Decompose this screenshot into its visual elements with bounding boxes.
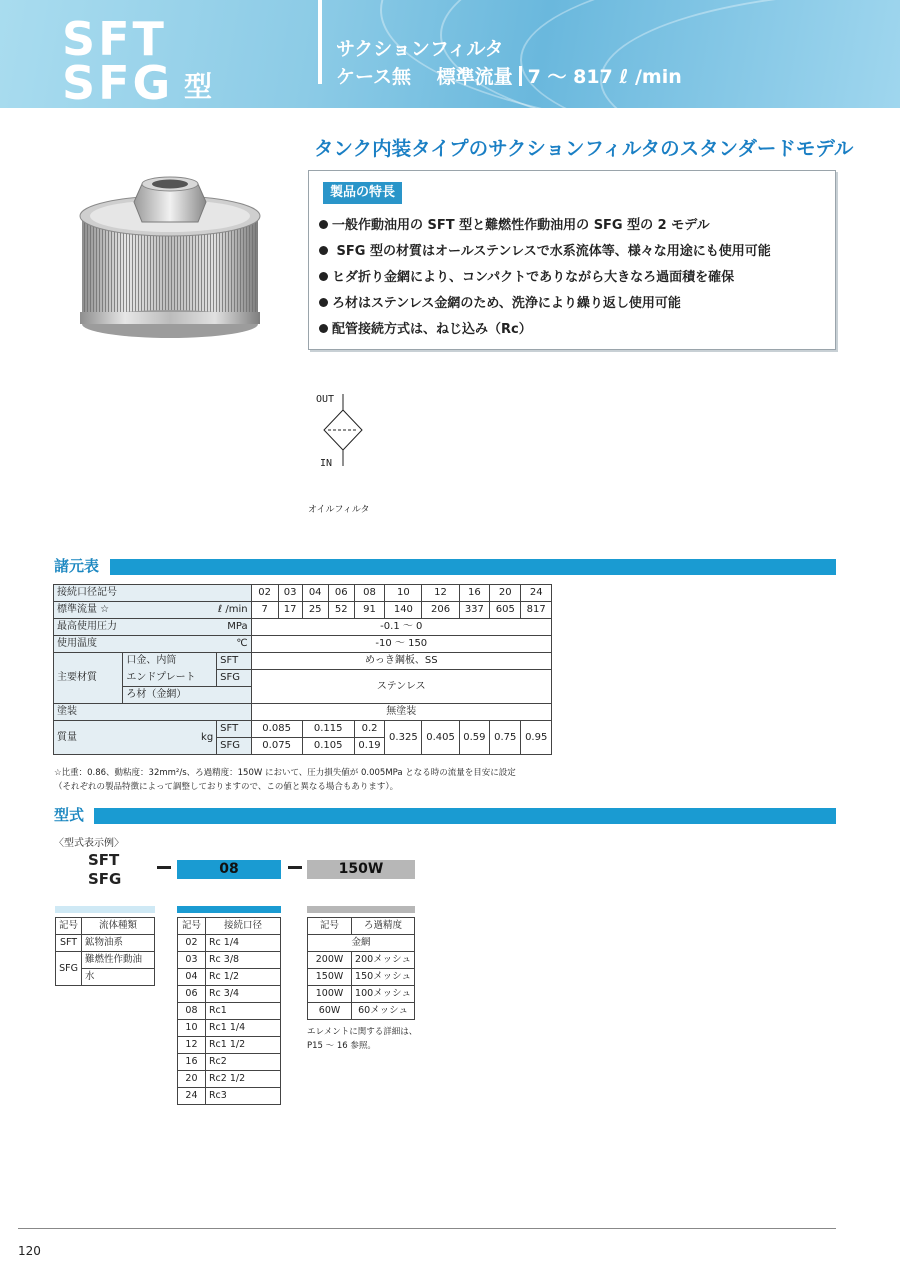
product-photo [72, 172, 272, 342]
model-name-sfg: SFG [62, 56, 174, 108]
table-row [178, 1071, 281, 1088]
mass-cell: 0.75 [490, 721, 521, 755]
port-code-cell: 20 [490, 585, 521, 602]
port-code: 12 [178, 1037, 206, 1054]
bullet-icon [319, 324, 328, 333]
table-row [308, 918, 415, 935]
feature-item [319, 319, 771, 345]
table-row [178, 1088, 281, 1105]
port-code-cell: 06 [328, 585, 354, 602]
spec-unit: kg [123, 721, 217, 755]
code-series-sfg: SFG [88, 870, 122, 888]
fluid-name: 鉱物油系 [82, 935, 155, 952]
mass-series: SFG [217, 738, 251, 755]
flow-cell: 140 [385, 602, 422, 619]
fluid-code: SFT [56, 935, 82, 952]
port-size: Rc 3/4 [205, 986, 280, 1003]
mesh-table [307, 917, 415, 1020]
table-row [178, 1037, 281, 1054]
port-code: 06 [178, 986, 206, 1003]
code-dash [157, 866, 171, 869]
port-code: 02 [178, 935, 206, 952]
port-code-cell: 08 [354, 585, 385, 602]
element-note-1: エレメントに関する詳細は、 [307, 1027, 418, 1037]
table-row [56, 952, 155, 969]
header-divider [318, 0, 322, 84]
mesh-value: 150メッシュ [352, 969, 415, 986]
mass-cell: 0.19 [354, 738, 385, 755]
pressure-value: -0.1 〜 0 [251, 619, 551, 636]
bullet-icon [319, 272, 328, 281]
port-code-cell: 04 [302, 585, 328, 602]
table-row [308, 935, 415, 952]
material-series: SFG [217, 670, 251, 687]
flow-cell: 605 [490, 602, 521, 619]
header-subtitle-2b: 7 〜 817 ℓ /min [527, 66, 682, 88]
spec-row-label: 接続口径記号 [54, 585, 252, 602]
model-name-sft: SFT [62, 12, 167, 66]
flow-cell: 25 [302, 602, 328, 619]
temp-value: -10 〜 150 [251, 636, 551, 653]
fluid-code: SFG [56, 952, 82, 986]
table-row [178, 952, 281, 969]
port-size: Rc3 [205, 1088, 280, 1105]
table-header: 記号 [56, 918, 82, 935]
port-code: 04 [178, 969, 206, 986]
material-value: ステンレス [251, 670, 551, 704]
spec-note-2: （それぞれの製品特徴によって調整しておりますので、この値と異なる場合もあります）。 [54, 782, 399, 792]
header-subtitle-2 [336, 66, 682, 88]
port-size: Rc 1/2 [205, 969, 280, 986]
element-note-2: P15 〜 16 参照。 [307, 1041, 376, 1051]
spec-unit: ℓ /min [123, 602, 251, 619]
spec-row-label: 最高使用圧力 [54, 619, 123, 636]
feature-item [319, 293, 771, 319]
spec-row-label: 塗装 [54, 704, 252, 721]
table-row [178, 1054, 281, 1071]
mass-cell: 0.405 [422, 721, 459, 755]
feature-text: SFG 型の材質はオールステンレスで水系流体等、様々な用途にも使用可能 [332, 244, 771, 259]
header-band [0, 0, 900, 108]
fluid-name: 水 [82, 969, 155, 986]
port-code: 20 [178, 1071, 206, 1088]
port-code: 24 [178, 1088, 206, 1105]
mass-cell: 0.085 [251, 721, 302, 738]
code-mesh-box: 150W [307, 860, 415, 879]
port-code-cell: 16 [459, 585, 490, 602]
feature-item [319, 241, 771, 267]
feature-text: 配管接続方式は、ねじ込み（Rc） [332, 322, 532, 337]
flow-cell: 17 [278, 602, 302, 619]
table-row [54, 670, 552, 687]
features-title: 製品の特長 [323, 182, 402, 204]
flow-cell: 206 [422, 602, 459, 619]
port-code-cell: 12 [422, 585, 459, 602]
table-row [54, 636, 552, 653]
spec-row-label: 質量 [54, 721, 123, 755]
table-row [308, 986, 415, 1003]
table-header: ろ過精度 [352, 918, 415, 935]
code-dash [288, 866, 302, 869]
symbol-in-label: IN [320, 458, 333, 469]
flow-cell: 817 [521, 602, 552, 619]
port-code-cell: 02 [251, 585, 278, 602]
table-row [56, 918, 155, 935]
mesh-value: 100メッシュ [352, 986, 415, 1003]
model-example-label: 〈型式表示例〉 [54, 838, 124, 849]
spec-row-label: 標準流量 ☆ [54, 602, 123, 619]
material-part: エンドプレート [123, 670, 217, 687]
flow-cell: 52 [328, 602, 354, 619]
bullet-icon [319, 220, 328, 229]
oil-filter-symbol-icon [316, 390, 386, 470]
flow-cell: 337 [459, 602, 490, 619]
page-number: 120 [18, 1244, 41, 1258]
model-suffix: 型 [184, 70, 213, 103]
feature-item [319, 215, 771, 241]
feature-text: 一般作動油用の SFT 型と難燃性作動油用の SFG 型の 2 モデル [332, 218, 710, 233]
code-series-sft: SFT [88, 851, 120, 869]
spec-unit: MPa [123, 619, 251, 636]
spec-note-1: ☆比重：0.86、動粘度：32mm²/s、ろ過精度：150W において、圧力損失値が 0.005MPa となる時の流量を目安に設定 [54, 768, 516, 778]
features-list [319, 215, 771, 345]
bullet-icon [319, 246, 328, 255]
table-row [308, 952, 415, 969]
port-size-table [177, 917, 281, 1105]
fluid-table-cap [55, 906, 155, 913]
table-row [54, 653, 552, 670]
footer-divider [18, 1228, 836, 1229]
symbol-caption: オイルフィルタ [308, 505, 370, 515]
model-section-title: 型式 [54, 806, 85, 824]
header-bar [519, 66, 522, 86]
table-row [308, 1003, 415, 1020]
material-series: SFT [217, 653, 251, 670]
port-code-cell: 10 [385, 585, 422, 602]
mesh-value: 60メッシュ [352, 1003, 415, 1020]
model-section-heading [54, 806, 836, 826]
symbol-out-label: OUT [316, 394, 335, 405]
spec-section-title: 諸元表 [54, 557, 100, 575]
table-row [178, 935, 281, 952]
table-row [178, 986, 281, 1003]
port-code: 03 [178, 952, 206, 969]
port-size: Rc1 [205, 1003, 280, 1020]
material-part: 口金、内筒 [123, 653, 217, 670]
table-row [178, 918, 281, 935]
spec-row-label: 使用温度 [54, 636, 123, 653]
flow-cell: 91 [354, 602, 385, 619]
mesh-code: 100W [308, 986, 352, 1003]
table-header: 接続口径 [205, 918, 280, 935]
table-row [54, 704, 552, 721]
table-row [54, 721, 552, 738]
mass-cell: 0.105 [302, 738, 354, 755]
mass-cell: 0.325 [385, 721, 422, 755]
mass-cell: 0.075 [251, 738, 302, 755]
mass-series: SFT [217, 721, 251, 738]
mass-cell: 0.59 [459, 721, 490, 755]
table-header: 記号 [178, 918, 206, 935]
fluid-name: 難燃性作動油 [82, 952, 155, 969]
section-band [94, 808, 836, 824]
paint-value: 無塗装 [251, 704, 551, 721]
mesh-material: 金網 [308, 935, 415, 952]
feature-text: ヒダ折り金網により、コンパクトでありながら大きなろ過面積を確保 [332, 270, 735, 285]
table-row [54, 619, 552, 636]
spec-table [53, 584, 552, 755]
material-part: ろ材（金網） [123, 687, 251, 704]
port-size: Rc 1/4 [205, 935, 280, 952]
table-header: 記号 [308, 918, 352, 935]
port-table-cap [177, 906, 281, 913]
mesh-value: 200メッシュ [352, 952, 415, 969]
table-row [54, 585, 552, 602]
port-size: Rc 3/8 [205, 952, 280, 969]
feature-item [319, 267, 771, 293]
header-subtitle-2a: ケース無 標準流量 [336, 66, 513, 88]
material-value: めっき鋼板、SS [251, 653, 551, 670]
table-row [178, 1020, 281, 1037]
mass-cell: 0.115 [302, 721, 354, 738]
features-box [308, 170, 836, 350]
code-port-box: 08 [177, 860, 281, 879]
section-band [110, 559, 836, 575]
mass-cell: 0.95 [521, 721, 552, 755]
table-row [178, 1003, 281, 1020]
flow-cell: 7 [251, 602, 278, 619]
port-code-cell: 03 [278, 585, 302, 602]
spec-row-label: 主要材質 [54, 653, 123, 704]
header-subtitle-1: サクションフィルタ [336, 38, 504, 60]
table-row [54, 602, 552, 619]
mesh-code: 60W [308, 1003, 352, 1020]
mesh-table-cap [307, 906, 415, 913]
table-row [56, 935, 155, 952]
port-code-cell: 24 [521, 585, 552, 602]
port-size: Rc2 [205, 1054, 280, 1071]
table-row [178, 969, 281, 986]
mesh-code: 200W [308, 952, 352, 969]
fluid-type-table [55, 917, 155, 986]
port-size: Rc1 1/4 [205, 1020, 280, 1037]
spec-unit: ℃ [123, 636, 251, 653]
port-code: 10 [178, 1020, 206, 1037]
mesh-code: 150W [308, 969, 352, 986]
spec-section-heading [54, 557, 836, 577]
table-header: 流体種類 [82, 918, 155, 935]
tagline: タンク内装タイプのサクションフィルタのスタンダードモデル [314, 137, 854, 160]
bullet-icon [319, 298, 328, 307]
port-code: 16 [178, 1054, 206, 1071]
mass-cell: 0.2 [354, 721, 385, 738]
port-code: 08 [178, 1003, 206, 1020]
feature-text: ろ材はステンレス金網のため、洗浄により繰り返し使用可能 [332, 296, 681, 311]
port-size: Rc2 1/2 [205, 1071, 280, 1088]
port-size: Rc1 1/2 [205, 1037, 280, 1054]
table-row [308, 969, 415, 986]
